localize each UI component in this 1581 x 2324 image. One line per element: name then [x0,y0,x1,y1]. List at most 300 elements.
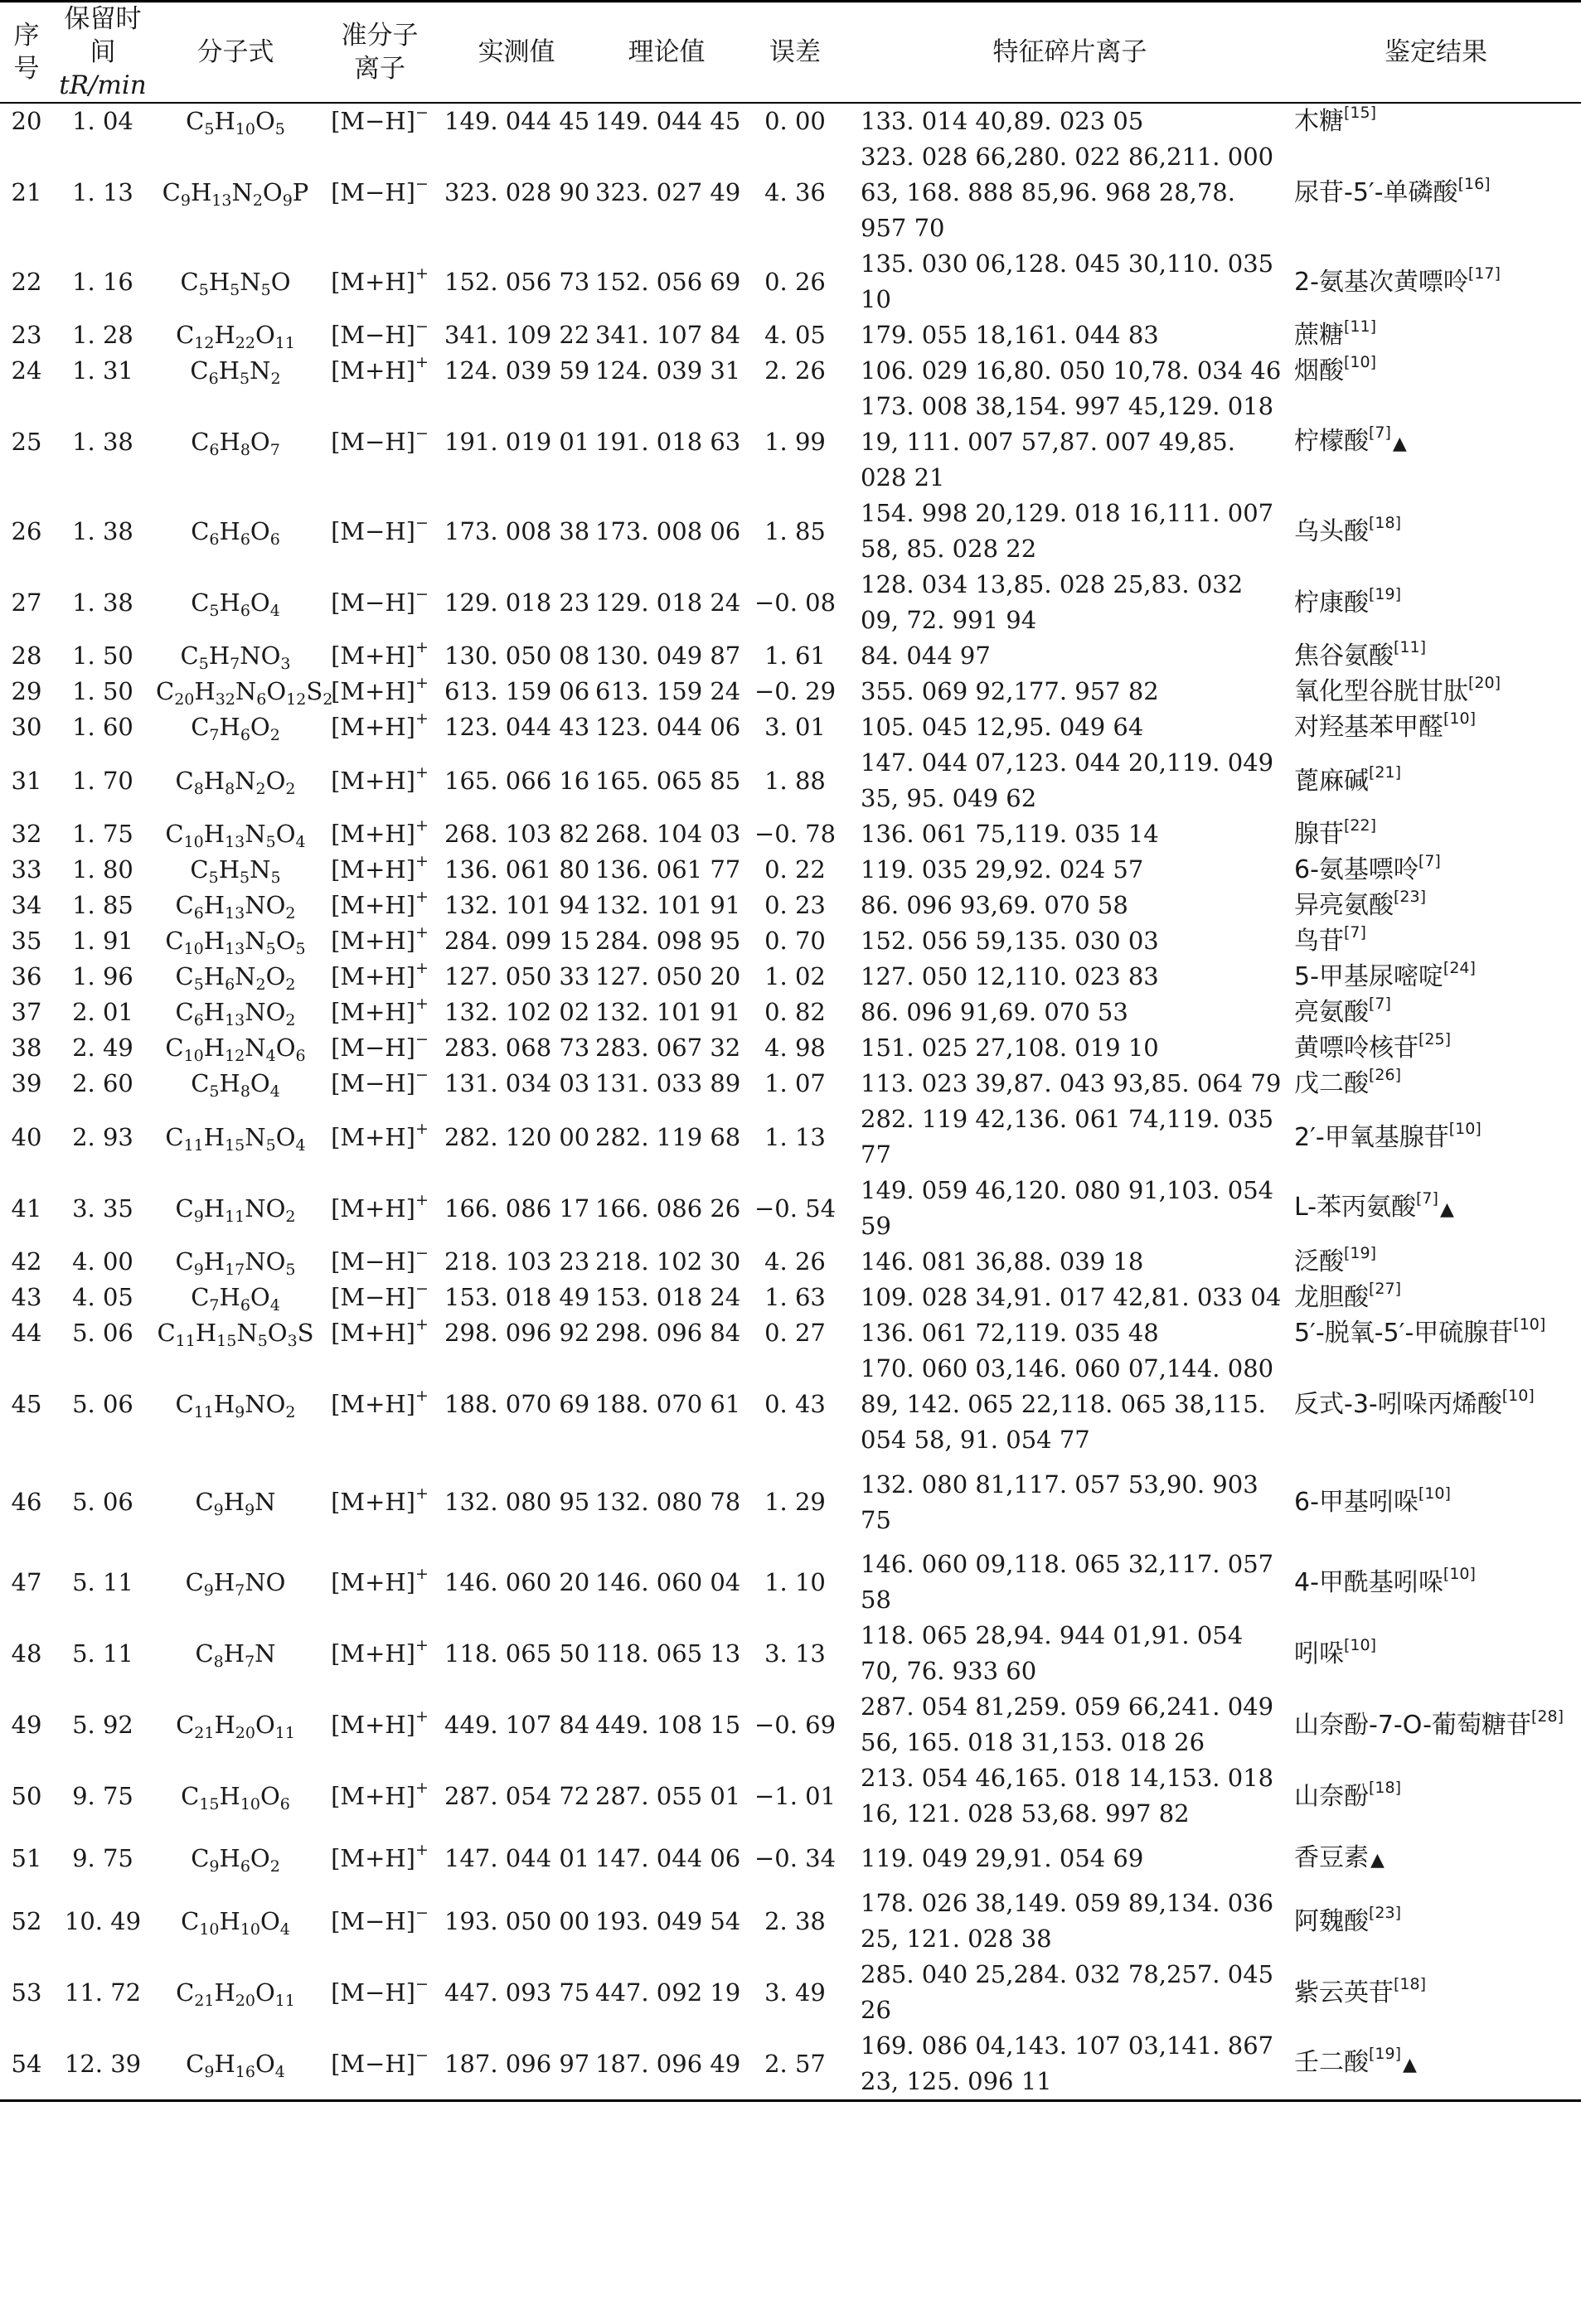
cell-error: 0. 82 [764,998,826,1026]
cell-error: 1. 85 [764,516,826,545]
reference-citation: [26] [1369,1066,1402,1084]
cell-error: 3. 49 [764,1978,826,2007]
cell-measured: 268. 103 82 [444,820,590,848]
cell-retention-time: 2. 49 [72,1034,133,1062]
cell-error: 0. 43 [764,1390,826,1418]
reference-citation: [18] [1394,1974,1427,1993]
table-row [0,1760,1581,1832]
cell-formula: $C_5H_{10}O_5$ [186,107,285,138]
cell-no: 42 [11,1247,42,1276]
cell-ion: [M−H]− [331,1974,429,2007]
cell-retention-time: 1. 91 [72,927,133,955]
cell-ion: [M+H]+ [331,1707,429,1739]
cell-fragments: 132. 080 81,117. 057 53,90. 903 75 [861,1469,1258,1534]
header-rt-line1: 保留时间 [64,4,142,67]
cell-theory: 447. 092 19 [595,1978,741,2007]
cell-error: 2. 57 [741,2028,849,2101]
cell-error: −0. 29 [754,677,837,705]
reference-citation: [22] [1344,816,1377,835]
cell-theory: 268. 104 03 [595,820,741,848]
cell-measured: 282. 120 00 [444,1122,590,1151]
cell-theory: 218. 102 30 [595,1247,741,1276]
cell-result [1291,139,1581,246]
cell-error: −0. 69 [754,1710,837,1739]
cell-no: 23 [11,321,42,349]
cell-retention-time: 5. 92 [72,1710,133,1739]
cell-measured: 132. 080 95 [444,1488,590,1516]
cell-retention-time: 1. 28 [72,321,133,349]
table-row [0,1315,1581,1351]
cell-theory: 152. 056 69 [595,267,741,296]
cell-fragments: 136. 061 72,119. 035 48 [861,1319,1159,1347]
reference-standard-marker: ▲ [1439,1199,1454,1220]
cell-no: 51 [11,1844,42,1872]
cell-theory: 173. 008 06 [595,516,741,545]
reference-citation: [7] [1369,423,1391,442]
cell-measured: 152. 056 73 [444,267,590,296]
header-result: 鉴定结果 [1291,2,1581,104]
table-row [0,1244,1581,1280]
cell-theory: 187. 096 49 [592,2028,741,2101]
cell-theory: 132. 101 91 [595,891,741,919]
cell-result [1291,816,1581,852]
cell-result [1291,567,1581,638]
cell-error: 0. 26 [764,267,826,296]
cell-ion: [M−H]− [331,513,429,545]
table-row [0,674,1581,709]
cell-theory: 146. 060 04 [595,1567,741,1596]
cell-formula: $C_5H_6N_2O_2$ [175,962,296,994]
reference-citation: [21] [1369,763,1402,782]
cell-error: 1. 88 [764,766,826,795]
cell-fragments: 136. 061 75,119. 035 14 [861,820,1159,848]
table-row [0,995,1581,1030]
cell-result [1291,103,1581,139]
header-ion [318,2,441,104]
table-row [0,389,1581,496]
table-row [0,923,1581,959]
cell-formula: $C_5H_5N_5$ [190,855,281,887]
cell-no: 35 [11,927,42,955]
cell-ion: [M+H]+ [331,1841,429,1872]
cell-retention-time: 9. 75 [72,1844,133,1872]
reference-standard-marker: ▲ [1392,433,1407,454]
cell-no: 21 [11,178,42,206]
cell-ion: [M−H]− [331,175,429,206]
reference-standard-marker: ▲ [1370,1849,1385,1871]
cell-measured: 193. 050 00 [444,1906,590,1935]
cell-theory: 449. 108 15 [595,1710,741,1739]
cell-fragments: 146. 060 09,118. 065 32,117. 057 58 [861,1550,1274,1614]
cell-formula: $C_9H_7NO$ [185,1567,286,1600]
table-row [0,1957,1581,2028]
compound-name: 腺苷 [1294,820,1344,849]
cell-retention-time: 5. 11 [72,1567,133,1596]
cell-theory: 123. 044 06 [595,713,741,741]
cell-result [1291,1351,1581,1458]
cell-error: 1. 10 [764,1567,826,1596]
cell-ion: [M+H]+ [331,959,429,990]
cell-retention-time: 1. 60 [72,713,133,741]
cell-measured: 123. 044 43 [444,713,590,741]
cell-retention-time: 11. 72 [64,1978,142,2007]
cell-fragments: 213. 054 46,165. 018 14,153. 018 16, 121. 028 53,68. 997 82 [861,1764,1274,1828]
compound-name: 黄嘌呤核苷 [1294,1034,1419,1063]
table-row [0,709,1581,745]
cell-formula: $C_7H_6O_2$ [191,713,280,744]
cell-ion: [M+H]+ [331,763,429,795]
cell-formula: $C_{11}H_9NO_2$ [175,1390,296,1421]
cell-fragments: 154. 998 20,129. 018 16,111. 007 58, 85. 028 22 [861,499,1274,563]
cell-error: 0. 23 [764,891,826,919]
reference-citation: [18] [1369,513,1402,532]
cell-formula: $C_6H_{13}NO_2$ [175,998,296,1029]
cell-no: 29 [11,677,42,705]
cell-no: 32 [11,820,42,848]
reference-citation: [10] [1443,1564,1476,1583]
reference-citation: [10] [1501,1387,1535,1405]
cell-no: 50 [11,1781,42,1810]
cell-retention-time: 2. 60 [72,1069,133,1097]
compound-name: 尿苷-5′-单磷酸 [1294,178,1458,207]
cell-no: 44 [11,1319,42,1347]
cell-error: 1. 13 [764,1122,826,1151]
cell-result [1291,852,1581,888]
cell-theory: 298. 096 84 [595,1319,741,1347]
cell-ion: [M+H]+ [331,674,429,705]
cell-retention-time: 1. 16 [72,267,133,296]
cell-theory: 130. 049 87 [595,642,741,670]
cell-ion: [M+H]+ [331,1778,429,1810]
cell-no: 39 [11,1069,42,1097]
cell-measured: 165. 066 16 [444,766,590,795]
cell-no: 20 [11,107,42,135]
cell-retention-time: 1. 13 [72,178,133,206]
cell-result [1291,1689,1581,1760]
cell-theory: 193. 049 54 [595,1906,741,1935]
table-row [0,2028,1581,2101]
cell-result [1291,745,1581,816]
reference-citation: [19] [1344,1244,1377,1262]
compound-name: 乌头酸 [1294,516,1369,546]
reference-citation: [7] [1418,852,1441,870]
cell-retention-time: 9. 75 [72,1781,133,1810]
cell-theory: 153. 018 24 [595,1283,741,1311]
cell-result [1291,353,1581,389]
compound-name: 山奈酚-7-O-葡萄糖苷 [1294,1710,1532,1740]
cell-fragments: 146. 081 36,88. 039 18 [861,1247,1144,1276]
cell-fragments: 119. 049 29,91. 054 69 [861,1844,1144,1872]
compound-name: 6-甲基吲哚 [1294,1488,1419,1517]
cell-no: 24 [11,356,42,385]
cell-formula: $C_6H_8O_7$ [191,428,280,459]
cell-no: 28 [11,642,42,670]
cell-ion: [M+H]+ [331,1387,429,1418]
reference-citation: [10] [1443,709,1477,728]
compound-name: 鸟苷 [1294,927,1344,956]
cell-no: 25 [11,428,42,456]
cell-fragments: 152. 056 59,135. 030 03 [861,927,1159,955]
header-theory: 理论值 [592,2,741,104]
cell-retention-time: 1. 04 [72,107,133,135]
cell-theory: 127. 050 20 [595,962,741,990]
cell-formula: $C_9H_{11}NO_2$ [175,1193,296,1226]
compound-name: 泛酸 [1294,1247,1344,1276]
cell-no: 26 [11,516,42,545]
cell-error: 0. 70 [764,927,826,955]
cell-retention-time: 1. 50 [72,642,133,670]
cell-fragments: 135. 030 06,128. 045 30,110. 035 10 [861,249,1274,313]
cell-result [1291,923,1581,959]
cell-error: 1. 63 [764,1283,826,1311]
cell-theory: 124. 039 31 [595,356,741,385]
compound-name: 6-氨基嘌呤 [1294,855,1419,884]
cell-no: 31 [11,766,42,795]
header-measured: 实测值 [441,2,592,104]
cell-fragments: 169. 086 04,143. 107 03,141. 867 23, 125. 096 11 [849,2028,1291,2101]
cell-theory: 149. 044 45 [595,107,741,135]
cell-error: 4. 36 [764,178,826,206]
cell-fragments: 133. 014 40,89. 023 05 [861,107,1144,135]
table-header-row [0,2,1581,104]
cell-error: 0. 00 [764,107,826,135]
cell-retention-time: 1. 80 [72,855,133,884]
cell-retention-time: 1. 96 [72,962,133,990]
cell-retention-time: 5. 06 [72,1319,133,1347]
cell-theory: 131. 033 89 [595,1069,741,1097]
cell-theory: 341. 107 84 [595,321,741,349]
table-row [0,1066,1581,1101]
compound-name: 山奈酚 [1294,1781,1369,1811]
compound-name: 壬二酸 [1294,2048,1369,2077]
cell-retention-time: 1. 75 [72,820,133,848]
cell-theory: 132. 080 78 [595,1488,741,1516]
compound-name: 异亮氨酸 [1294,891,1394,920]
cell-error: 2. 26 [764,356,826,385]
compound-name: 亮氨酸 [1294,998,1369,1027]
header-retention-time [53,2,153,104]
cell-ion: [M+H]+ [331,816,429,848]
cell-measured: 323. 028 90 [444,178,590,206]
table-row [0,1030,1581,1066]
cell-measured: 153. 018 49 [444,1283,590,1311]
cell-no: 43 [11,1283,42,1311]
cell-formula: $C_5H_7NO_3$ [180,642,291,673]
table-body [0,103,1581,2101]
cell-result [1291,1244,1581,1280]
cell-result [1291,1030,1581,1066]
header-formula: 分子式 [153,2,318,104]
table-row [0,1351,1581,1458]
cell-result [1291,1315,1581,1351]
cell-formula: $C_9H_9N$ [195,1488,276,1519]
cell-ion: [M+H]+ [331,1564,429,1596]
table-row [0,816,1581,852]
cell-measured: 284. 099 15 [444,927,590,955]
cell-formula: $C_8H_7N$ [195,1639,276,1671]
cell-error: 3. 01 [764,713,826,741]
cell-measured: 287. 054 72 [444,1781,590,1810]
header-ion-line2: 离子 [354,54,405,84]
cell-error: 3. 13 [764,1639,826,1668]
cell-measured: 218. 103 23 [444,1247,590,1276]
cell-fragments: 151. 025 27,108. 019 10 [861,1034,1159,1062]
cell-ion: [M+H]+ [331,923,429,955]
cell-theory: 282. 119 68 [595,1122,741,1151]
cell-error: 4. 26 [764,1247,826,1276]
cell-formula: $C_6H_{13}NO_2$ [175,891,296,922]
reference-citation: [7] [1344,923,1366,942]
cell-fragments: 149. 059 46,120. 080 91,103. 054 59 [861,1176,1274,1240]
cell-fragments: 128. 034 13,85. 028 25,83. 032 09, 72. 991 94 [861,570,1244,634]
cell-measured: 131. 034 03 [444,1069,590,1097]
compound-name: 对羟基苯甲醛 [1294,713,1443,742]
cell-formula: $C_{12}H_{22}O_{11}$ [176,321,295,352]
reference-citation: [20] [1468,674,1501,692]
cell-ion: [M+H]+ [331,1119,429,1151]
cell-fragments: 109. 028 34,91. 017 42,81. 033 04 [861,1283,1282,1311]
reference-citation: [19] [1369,2045,1402,2063]
compound-name: 蔗糖 [1294,321,1344,350]
table-row [0,353,1581,389]
cell-retention-time: 5. 11 [72,1639,133,1668]
cell-ion: [M−H]− [331,317,429,349]
cell-result [1291,389,1581,496]
cell-ion: [M+H]+ [331,353,429,385]
compound-name: 紫云英苷 [1294,1978,1394,2007]
table-row [0,1547,1581,1618]
cell-no: 27 [11,588,42,617]
cell-ion: [M−H]− [331,1280,429,1311]
cell-formula: $C_9H_{13}N_2O_9P$ [162,178,309,210]
cell-error: 1. 02 [764,962,826,990]
cell-ion: [M−H]− [331,1066,429,1097]
reference-citation: [10] [1344,353,1377,371]
cell-error: −1. 01 [754,1781,837,1810]
cell-theory: 323. 027 49 [595,178,741,206]
cell-measured: 283. 068 73 [444,1034,590,1062]
cell-theory: 165. 065 85 [595,766,741,795]
cell-ion: [M−H]− [318,2028,441,2101]
cell-no: 37 [11,998,42,1026]
table-row [0,567,1581,638]
cell-theory: 136. 061 77 [595,855,741,884]
cell-measured: 136. 061 80 [444,855,590,884]
cell-fragments: 86. 096 93,69. 070 58 [861,891,1128,919]
cell-formula: $C_6H_6O_6$ [191,516,280,549]
cell-measured: 613. 159 06 [444,677,590,705]
cell-formula: $C_5H_5N_5O$ [180,267,291,299]
compound-name: 烟酸 [1294,356,1344,385]
cell-error: −0. 54 [754,1193,837,1223]
reference-citation: [11] [1394,638,1427,656]
reference-citation: [24] [1443,959,1476,977]
cell-retention-time: 5. 06 [72,1390,133,1418]
cell-error: 4. 98 [764,1034,826,1062]
cell-formula: $C_7H_6O_4$ [191,1283,280,1315]
cell-result [1291,317,1581,353]
cell-measured: 129. 018 23 [444,588,590,617]
reference-citation: [23] [1369,1903,1402,1922]
compound-name: L-苯丙氨酸 [1294,1193,1417,1222]
compound-name: 木糖 [1294,107,1344,136]
cell-measured: 130. 050 08 [444,642,590,670]
compound-name: 焦谷氨酸 [1294,642,1394,671]
cell-error: 0. 22 [764,855,826,884]
table-row [0,745,1581,816]
cell-ion: [M+H]+ [331,709,429,741]
cell-no: 49 [11,1710,42,1739]
cell-theory: 284. 098 95 [595,927,741,955]
cell-measured: 146. 060 20 [444,1567,590,1596]
cell-formula: $C_9H_{16}O_4$ [153,2028,318,2101]
cell-ion: [M+H]+ [331,995,429,1026]
cell-result [1291,709,1581,745]
cell-ion: [M+H]+ [331,1484,429,1516]
cell-ion: [M−H]− [331,1030,429,1062]
cell-no: 47 [11,1567,42,1596]
cell-error: 0. 27 [764,1319,826,1347]
cell-measured: 124. 039 59 [444,356,590,385]
cell-theory: 613. 159 24 [595,677,741,705]
cell-no: 40 [11,1122,42,1151]
cell-theory: 147. 044 06 [595,1844,741,1872]
cell-formula: $C_5H_8O_4$ [191,1069,280,1101]
cell-result [1291,959,1581,995]
cell-error: 1. 99 [764,428,826,456]
cell-retention-time: 1. 38 [72,516,133,545]
cell-fragments: 84. 044 97 [861,642,991,670]
table-row [0,139,1581,246]
cell-result [1291,1886,1581,1957]
cell-formula: $C_{10}H_{13}N_5O_4$ [165,820,306,851]
cell-measured: 173. 008 38 [444,516,590,545]
compound-name: 2-氨基次黄嘌呤 [1294,267,1468,297]
cell-no: 33 [11,855,42,884]
compound-name: 5-甲基尿嘧啶 [1294,962,1443,991]
cell-ion: [M−H]− [331,1903,429,1935]
cell-fragments: 127. 050 12,110. 023 83 [861,962,1159,990]
cell-fragments: 86. 096 91,69. 070 53 [861,998,1128,1026]
cell-result [1291,638,1581,674]
header-rt-line2: tR/min [59,70,147,100]
table-row [0,852,1581,888]
cell-fragments: 179. 055 18,161. 044 83 [861,321,1159,349]
cell-no: 36 [11,962,42,990]
cell-no: 52 [11,1906,42,1935]
compound-name: 5′-脱氧-5′-甲硫腺苷 [1294,1319,1514,1348]
cell-formula: $C_{10}H_{13}N_5O_5$ [165,927,306,958]
table-row [0,496,1581,567]
cell-result [1291,1957,1581,2028]
table-row [0,1886,1581,1957]
reference-citation: [18] [1369,1778,1402,1797]
cell-theory: 129. 018 24 [595,588,741,617]
cell-no: 34 [11,891,42,919]
cell-measured: 147. 044 01 [444,1844,590,1872]
compound-name: 蓖麻碱 [1294,766,1369,796]
cell-ion: [M−H]− [331,424,429,456]
table-row [0,1101,1581,1173]
table-row [0,246,1581,317]
cell-result [1291,674,1581,709]
table-row [0,1173,1581,1244]
cell-formula: $C_{11}H_{15}N_5O_4$ [165,1122,306,1155]
reference-citation: [10] [1418,1484,1451,1503]
cell-error: 1. 07 [764,1069,826,1097]
compound-name: 龙胆酸 [1294,1283,1369,1312]
reference-citation: [10] [1344,1635,1377,1654]
